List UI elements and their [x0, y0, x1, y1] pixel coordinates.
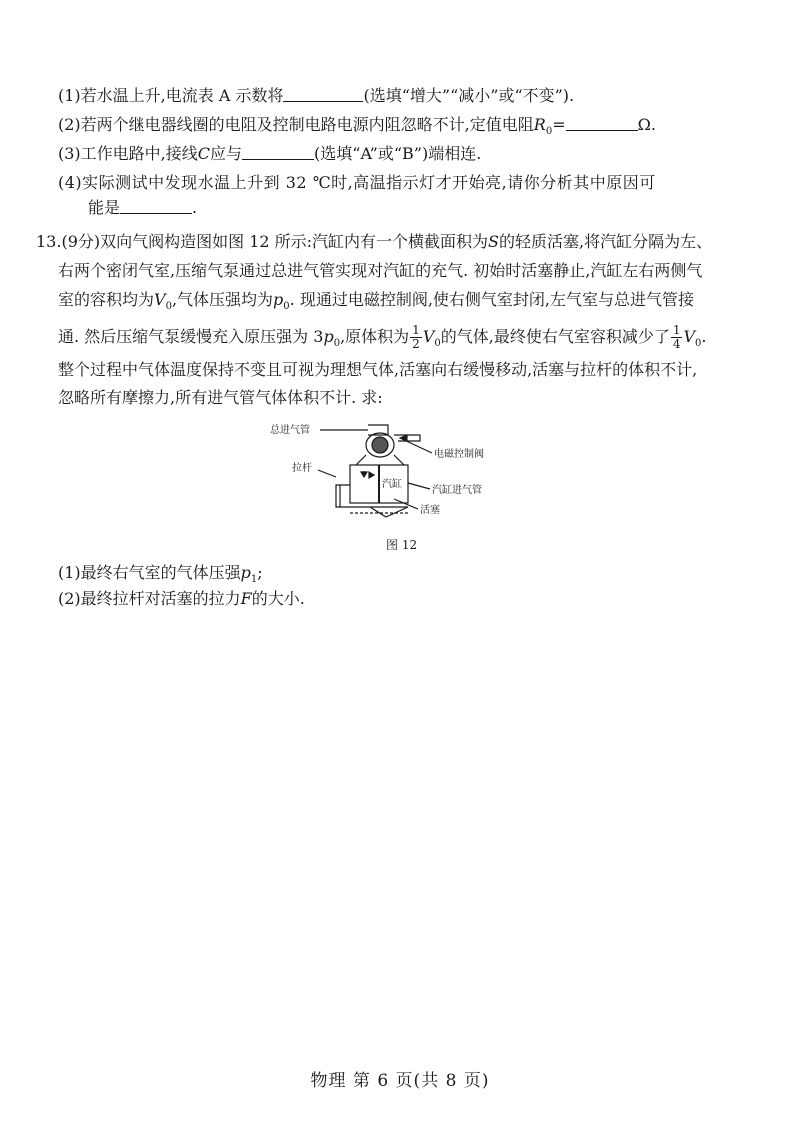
- equals-sign: =: [552, 115, 566, 134]
- label-pull-rod: 拉杆: [292, 463, 312, 474]
- var-p: p: [323, 327, 334, 346]
- answer-blank-1[interactable]: [283, 87, 363, 102]
- valve-to-cylinder-right: [394, 455, 404, 465]
- sub-1: 1: [250, 574, 258, 586]
- q13-line4-a: 通. 然后压缩气泵缓慢充入原压强为 3: [58, 327, 324, 346]
- figure-caption: 图 12: [386, 538, 418, 552]
- unit-ohm: Ω.: [637, 115, 656, 134]
- label-main-pipe: 总进气管: [270, 425, 310, 436]
- q13-ask1-b: ;: [257, 563, 263, 582]
- var-c: C: [197, 144, 211, 163]
- answer-blank-2[interactable]: [566, 116, 638, 131]
- q13-ask1-a: (1)最终右气室的气体压强: [58, 563, 241, 582]
- q12-part3-mid: 应与: [210, 144, 243, 163]
- q13-line4-d: .: [701, 327, 707, 346]
- var-v: V: [154, 290, 166, 309]
- var-v: V: [422, 327, 435, 346]
- q12-part3: [58, 144, 481, 164]
- valve-ball: [372, 437, 388, 453]
- q12-part3-tail: (选填“A”或“B”)端相连.: [314, 144, 482, 163]
- var-v: V: [683, 327, 696, 346]
- fraction-quarter: [671, 324, 683, 351]
- q13-line5: 整个过程中气体温度保持不变且可视为理想气体,活塞向右缓慢移动,活塞与拉杆的体积不计,: [58, 360, 698, 379]
- q13-ask1: [58, 563, 263, 590]
- sub-0: 0: [695, 338, 702, 350]
- q13-line1: [36, 232, 712, 252]
- fraction-denominator: 4: [672, 337, 681, 351]
- q12-part4-text: 能是: [88, 198, 121, 217]
- fraction-numerator: 1: [672, 323, 681, 337]
- sub-0: 0: [545, 126, 553, 138]
- arrow-right-pipe: [400, 435, 407, 441]
- q13-line3-a: 室的容积均为: [58, 290, 155, 309]
- sub-0: 0: [165, 301, 172, 313]
- answer-blank-3[interactable]: [242, 145, 314, 160]
- q13-line3-b: ,气体压强均为: [171, 290, 274, 309]
- label-cylinder: 汽缸: [382, 479, 402, 490]
- label-valve: 电磁控制阀: [434, 449, 484, 460]
- q12-part2: [58, 115, 656, 142]
- pull-rod: [336, 485, 350, 507]
- bottom-link: [350, 507, 408, 517]
- fraction-denominator: 2: [412, 337, 420, 351]
- q12-part2-text: (2)若两个继电器线圈的电阻及控制电路电源内阻忽略不计,定值电阻: [58, 115, 534, 134]
- arrow-inside-right: [369, 472, 374, 478]
- q13-ask2-a: (2)最终拉杆对活塞的拉力: [58, 589, 241, 608]
- q13-line4: [58, 320, 707, 361]
- arrow-inside-head: [361, 472, 367, 477]
- q12-part4-line2: [88, 198, 197, 218]
- sub-0: 0: [283, 301, 290, 313]
- var-r: R: [533, 115, 546, 134]
- q13-line2: 右两个密闭气室,压缩气泵通过总进气管实现对汽缸的充气. 初始时活塞静止,汽缸左右两侧气: [58, 261, 703, 280]
- answer-blank-4[interactable]: [120, 199, 192, 214]
- label-cylinder-pipe: 汽缸进气管: [432, 485, 482, 496]
- var-f: F: [240, 589, 252, 608]
- q13-line3-c: . 现通过电磁控制阀,使右侧气室封闭,左气室与总进气管接: [289, 290, 695, 309]
- q12-part1-tail: (选填“增大”“减小”或“不变”).: [363, 86, 575, 105]
- q13-line4-c: 的气体,最终使右气室容积减少了: [440, 327, 670, 346]
- q13-line6: 忽略所有摩擦力,所有进气管气体体积不计. 求:: [58, 388, 383, 407]
- q13-line3: [58, 290, 694, 317]
- var-p: p: [240, 563, 251, 582]
- q13-ask2: [58, 589, 305, 609]
- valve-to-cylinder-left: [356, 455, 366, 465]
- sub-0: 0: [333, 338, 341, 350]
- q12-part1: [58, 86, 574, 106]
- q13-line4-b: ,原体积为: [340, 327, 410, 346]
- page-footer: 物理 第 6 页(共 8 页): [310, 1071, 490, 1091]
- q12-part3-text: (3)工作电路中,接线: [58, 144, 198, 163]
- leader-pull-rod: [318, 470, 336, 477]
- fraction-half: [410, 324, 422, 351]
- q13-line1-b: 的轻质活塞,将汽缸分隔为左、: [499, 232, 713, 251]
- q12-part1-text: (1)若水温上升,电流表 A 示数将: [58, 86, 284, 105]
- label-piston: 活塞: [420, 505, 440, 516]
- q12-part4-line1: (4)实际测试中发现水温上升到 32 ℃时,高温指示灯才开始亮,请你分析其中原因可: [58, 173, 656, 192]
- q13-line1-a: 13.(9分)双向气阀构造图如图 12 所示:汽缸内有一个横截面积为: [36, 232, 489, 251]
- q12-part4-tail: .: [192, 198, 198, 217]
- var-p: p: [273, 290, 284, 309]
- fraction-numerator: 1: [412, 323, 420, 337]
- q13-ask2-b: 的大小.: [251, 589, 305, 608]
- leader-cylinder-pipe: [408, 483, 430, 489]
- var-s: S: [488, 232, 500, 251]
- figure-12-valve-diagram: [270, 413, 520, 531]
- sub-0: 0: [434, 338, 441, 350]
